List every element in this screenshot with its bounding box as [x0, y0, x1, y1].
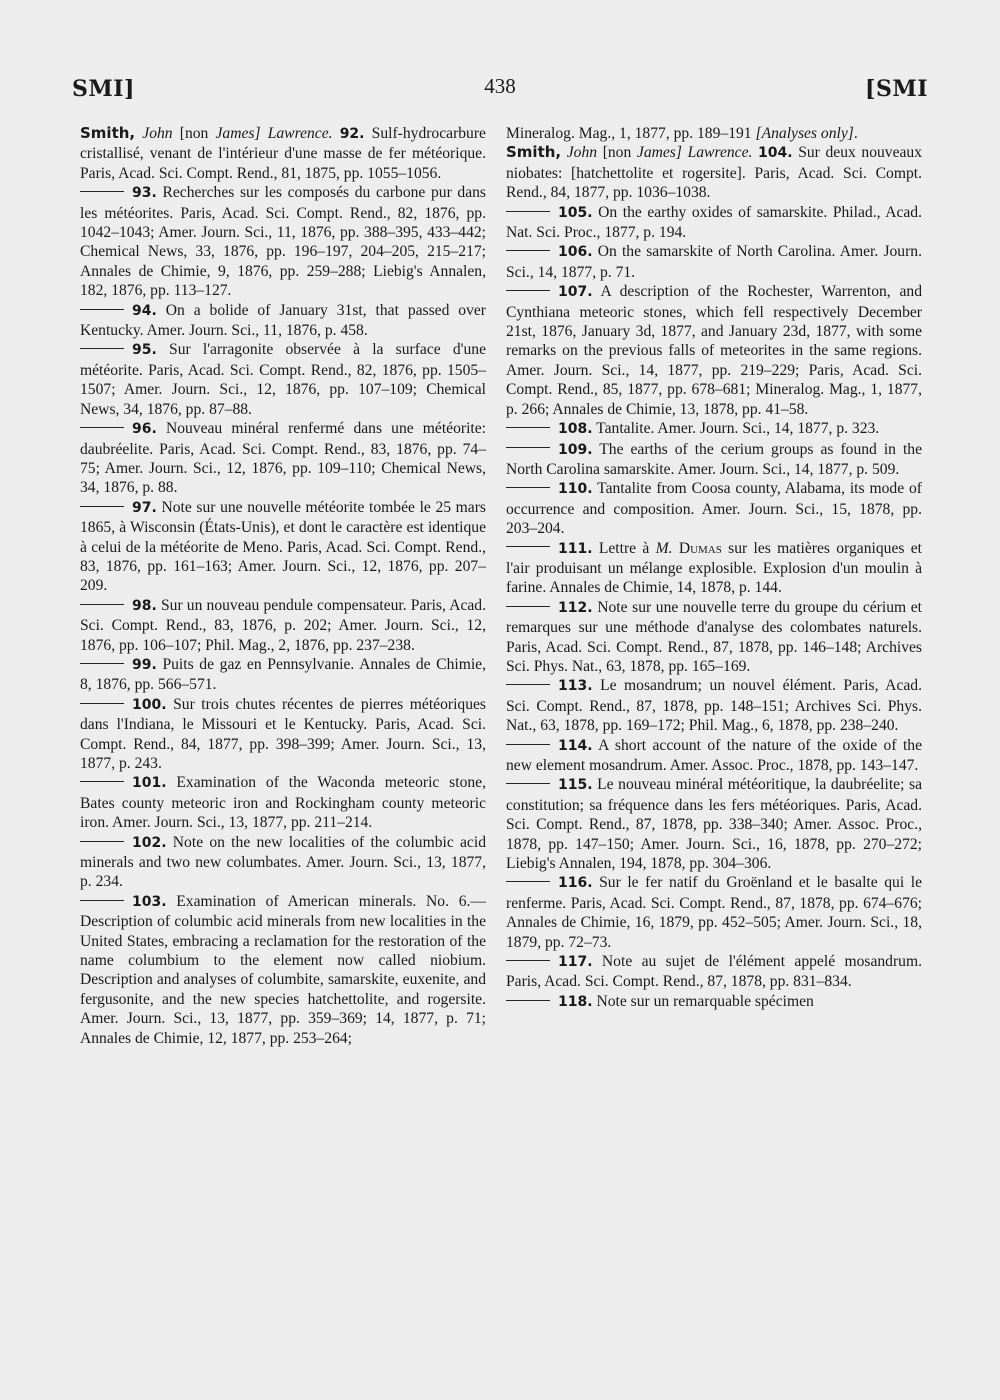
ditto-rule	[506, 211, 550, 212]
bib-entry	[506, 952, 922, 992]
ditto-rule	[80, 841, 124, 842]
ditto-rule	[506, 684, 550, 685]
entry-number: 101.	[132, 775, 167, 792]
entry-text: Le mosandrum; un nouvel élément. Paris, Acad. Sci. Compt. Rend., 87, 1878, pp. 148–151; Archives Sci. Phys. Nat., 63, 1878, pp. 169–172; Phil. Mag., 6, 1878, pp. 238–240.	[506, 677, 922, 735]
entry-number: 113.	[558, 678, 593, 695]
entry-text: Tantalite from Coosa county, Alabama, its mode of occurrence and composition. Amer. Journ. Sci., 15, 1878, pp. 203–204.	[506, 480, 922, 538]
ditto-rule	[506, 250, 550, 251]
entry-text: Lettre à	[598, 539, 656, 557]
running-header	[72, 76, 928, 106]
author-bracket-name: James]	[636, 144, 682, 162]
right-column	[506, 124, 922, 1012]
bib-entry	[80, 301, 486, 341]
entry-text: Puits de gaz en Pennsylvanie. Annales de Chimie, 8, 1876, pp. 566–571.	[80, 655, 486, 694]
header-right-key: [SMI	[865, 76, 928, 102]
ditto-rule	[506, 1000, 550, 1001]
ditto-rule	[80, 506, 124, 507]
bib-entry	[80, 419, 486, 498]
entry-text: On the earthy oxides of samarskite. Philad., Acad. Nat. Sci. Proc., 1877, p. 194.	[506, 203, 922, 242]
entry-number: 105.	[558, 204, 593, 221]
ditto-rule	[80, 191, 124, 192]
bib-entry	[506, 775, 922, 873]
entry-number: 110.	[558, 481, 593, 498]
entry-text: Recherches sur les composés du carbone pur dans les météorites. Paris, Acad. Sci. Compt. Rend., 82, 1876, pp. 1042–1043; Amer. Journ. Sci., 11, 1876, pp. 388–395, 433–442; Chemical News, 33, 1876, pp. 196–197, 204–205, 215–217; Annales de Chimie, 9, 1876, pp. 259–288; Liebig's Annalen, 182, 1876, pp. 113–127.	[80, 184, 486, 300]
continued-entry	[506, 124, 922, 143]
entry-smallcaps: Dumas	[672, 539, 722, 557]
entry-number: 100.	[132, 696, 167, 713]
ditto-rule	[506, 487, 550, 488]
bib-entry	[506, 419, 922, 439]
entry-text: Tantalite. Amer. Journ. Sci., 14, 1877, p. 323.	[596, 420, 880, 438]
ditto-rule	[80, 781, 124, 782]
entry-number: 106.	[558, 244, 593, 261]
header-left-key: SMI]	[72, 76, 135, 102]
author-bracket-note: [non	[179, 125, 209, 142]
ditto-rule	[80, 703, 124, 704]
bib-entry	[80, 773, 486, 832]
author-surname: Smith,	[80, 124, 136, 142]
entry-number: 98.	[132, 597, 157, 614]
entry-number: 112.	[558, 599, 593, 616]
entry-number: 116.	[558, 875, 593, 892]
bib-entry	[80, 183, 486, 300]
entry-number: 114.	[558, 737, 593, 754]
author-middle-name: Lawrence.	[687, 144, 753, 162]
entry-text-continued: sur les matières organiques et l'air produisant un mélange explosible. Explosion d'un moulin à farine. Annales de Chimie, 14, 1878, p. 144.	[506, 539, 922, 597]
bib-entry	[506, 992, 922, 1012]
entry-number: 92.	[339, 126, 365, 142]
bib-entry	[80, 498, 486, 596]
entry-number: 111.	[558, 540, 593, 557]
entry-text: A description of the Rochester, Warrenton, and Cynthiana meteoric stones, which fell respectively December 21st, 1876, January 3d, 1877, and January 23d, 1877, with some remarks on the previous falls of meteorites in the same regions. Amer. Journ. Sci., 14, 1877, pp. 219–229; Paris, Acad. Sci. Compt. Rend., 85, 1877, pp. 678–681; Mineralog. Mag., 1, 1877, p. 266; Annales de Chimie, 13, 1878, pp. 41–58.	[506, 283, 922, 418]
bib-entry	[80, 655, 486, 695]
entry-text: The earths of the cerium groups as found in the North Carolina samarskite. Amer. Journ. Sci., 14, 1877, p. 509.	[506, 440, 922, 478]
author-entry	[506, 143, 922, 202]
ditto-rule	[80, 348, 124, 349]
author-given-name: John	[566, 144, 598, 162]
bib-entry	[506, 539, 922, 598]
bib-entry	[506, 676, 922, 735]
entry-number: 102.	[132, 834, 167, 851]
ditto-rule	[80, 427, 124, 428]
entry-text: Note sur une nouvelle terre du groupe du cérium et remarques sur une méthode d'analyse des colombates naturels. Paris, Acad. Sci. Compt. Rend., 87, 1878, pp. 146–148; Archives Sci. Phys. Nat., 63, 1878, pp. 165–169.	[506, 598, 923, 675]
ditto-rule	[80, 663, 124, 664]
left-column	[80, 124, 486, 1048]
entry-note: [Analyses only]	[755, 125, 854, 142]
entry-text: Note sur une nouvelle météorite tombée le 25 mars 1865, à Wisconsin (États-Unis), et dont le caractère est identique à celui de la météorite de Meno. Paris, Acad. Sci. Compt. Rend., 83, 1876, pp. 161–163; Amer. Journ. Sci., 12, 1876, pp. 207–209.	[80, 498, 486, 595]
bib-entry	[80, 596, 486, 655]
bib-entry	[506, 282, 922, 419]
entry-text: Sur trois chutes récentes de pierres météoriques dans l'Indiana, le Missouri et le Kentucky. Paris, Acad. Sci. Compt. Rend., 84, 1877, pp. 398–399; Amer. Journ. Sci., 13, 1877, p. 243.	[80, 695, 486, 772]
bib-entry	[80, 695, 486, 774]
ditto-rule	[506, 447, 550, 448]
entry-text: Sur deux nouveaux niobates: [hatchettolite et rogersite]. Paris, Acad. Sci. Compt. Rend., 84, 1877, pp. 1036–1038.	[506, 144, 923, 202]
bib-entry	[80, 833, 486, 892]
entry-text: Examination of American minerals. No. 6.—Description of columbic acid minerals from new localities in the United States, embracing a reclamation for the restoration of the name columbium to the element now called niobium. Description and analyses of columbite, samarskite, euxenite, and fergusonite, and the new species hatchettolite, and rogersite. Amer. Journ. Sci., 13, 1877, pp. 359–369; 14, 1877, p. 71; Annales de Chimie, 12, 1877, pp. 253–264;	[80, 892, 486, 1047]
entry-number: 118.	[558, 993, 593, 1010]
ditto-rule	[506, 546, 550, 547]
entry-number: 108.	[558, 421, 593, 438]
entry-text: Mineralog. Mag., 1, 1877, pp. 189–191	[506, 125, 752, 142]
entry-text: Nouveau minéral renfermé dans une météorite: daubréelite. Paris, Acad. Sci. Compt. Rend., 83, 1876, pp. 74–75; Amer. Journ. Sci., 12, 1876, pp. 109–110; Chemical News, 34, 1876, p. 88.	[80, 420, 486, 497]
entry-number: 97.	[132, 499, 157, 516]
entry-number: 93.	[132, 185, 157, 202]
entry-text: Note sur un remarquable spécimen	[596, 992, 814, 1010]
entry-number: 117.	[558, 954, 593, 971]
author-bracket-name: James]	[215, 125, 261, 142]
bib-entry	[506, 736, 922, 776]
entry-text: Le nouveau minéral météoritique, la daubréelite; sa constitution; sa fréquence dans les fers météoriques. Paris, Acad. Sci. Compt. Rend., 87, 1878, pp. 338–340; Amer. Assoc. Proc., 1878, pp. 147–150; Amer. Journ. Sci., 16, 1878, pp. 270–272; Liebig's Annalen, 194, 1878, pp. 304–306.	[506, 776, 922, 873]
entry-number: 103.	[132, 893, 167, 910]
author-entry	[80, 124, 486, 183]
entry-number: 96.	[132, 421, 157, 438]
bib-entry	[506, 598, 922, 677]
ditto-rule	[506, 783, 550, 784]
ditto-rule	[506, 881, 550, 882]
ditto-rule	[80, 309, 124, 310]
bib-entry	[506, 479, 922, 538]
entry-number: 104.	[758, 145, 793, 162]
author-surname: Smith,	[506, 143, 562, 162]
ditto-rule	[506, 960, 550, 961]
author-given-name: John	[142, 125, 173, 142]
entry-text: Note au sujet de l'élément appelé mosandrum. Paris, Acad. Sci. Compt. Rend., 87, 1878, pp. 831–834.	[506, 953, 922, 991]
bib-entry	[506, 440, 922, 480]
ditto-rule	[506, 744, 550, 745]
bib-entry	[80, 340, 486, 419]
bib-entry	[506, 242, 922, 282]
entry-end: .	[853, 125, 858, 142]
bib-entry	[506, 203, 922, 243]
entry-text: Note on the new localities of the columbic acid minerals and two new columbates. Amer. Journ. Sci., 13, 1877, p. 234.	[80, 833, 486, 891]
ditto-rule	[506, 427, 550, 428]
entry-number: 109.	[558, 441, 593, 458]
entry-text: Sur le fer natif du Groënland et le basalte qui le renferme. Paris, Acad. Sci. Compt. Rend., 87, 1878, pp. 674–676; Annales de Chimie, 16, 1879, pp. 452–505; Amer. Journ. Sci., 18, 1879, pp. 72–73.	[506, 874, 922, 951]
ditto-rule	[80, 900, 124, 901]
ditto-rule	[506, 290, 550, 291]
entry-number: 99.	[132, 656, 157, 673]
author-middle-name: Lawrence.	[267, 125, 333, 142]
entry-number: 94.	[132, 302, 157, 319]
ditto-rule	[80, 604, 124, 605]
page-number: 438	[484, 74, 516, 98]
entry-italic: M.	[655, 539, 673, 557]
bib-entry	[80, 892, 486, 1048]
bib-entry	[506, 873, 922, 952]
entry-text: Sur un nouveau pendule compensateur. Paris, Acad. Sci. Compt. Rend., 83, 1876, p. 202; Amer. Journ. Sci., 12, 1876, pp. 106–107; Phil. Mag., 2, 1876, pp. 237–238.	[80, 596, 486, 654]
entry-text: On the samarskite of North Carolina. Amer. Journ. Sci., 14, 1877, p. 71.	[506, 243, 922, 281]
entry-number: 107.	[558, 284, 593, 301]
ditto-rule	[506, 606, 550, 607]
entry-text: A short account of the nature of the oxide of the new element mosandrum. Amer. Assoc. Proc., 1878, pp. 143–147.	[506, 736, 922, 774]
entry-text: Examination of the Waconda meteoric stone, Bates county meteoric iron and Rockingham county meteoric iron. Amer. Journ. Sci., 13, 1877, pp. 211–214.	[80, 774, 486, 832]
entry-text: Sulf-hydrocarbure cristallisé, venant de l'intérieur d'une masse de fer météorique. Paris, Acad. Sci. Compt. Rend., 81, 1875, pp. 1055–1056.	[80, 125, 486, 182]
entry-number: 115.	[558, 777, 593, 794]
entry-number: 95.	[132, 342, 157, 359]
entry-text: Sur l'arragonite observée à la surface d'une météorite. Paris, Acad. Sci. Compt. Rend., 82, 1876, pp. 1505–1507; Amer. Journ. Sci., 12, 1876, pp. 107–109; Chemical News, 34, 1876, pp. 87–88.	[80, 341, 486, 418]
entry-text: On a bolide of January 31st, that passed over Kentucky. Amer. Journ. Sci., 11, 1876, p. 458.	[80, 301, 487, 340]
author-bracket-note: [non	[602, 144, 632, 162]
